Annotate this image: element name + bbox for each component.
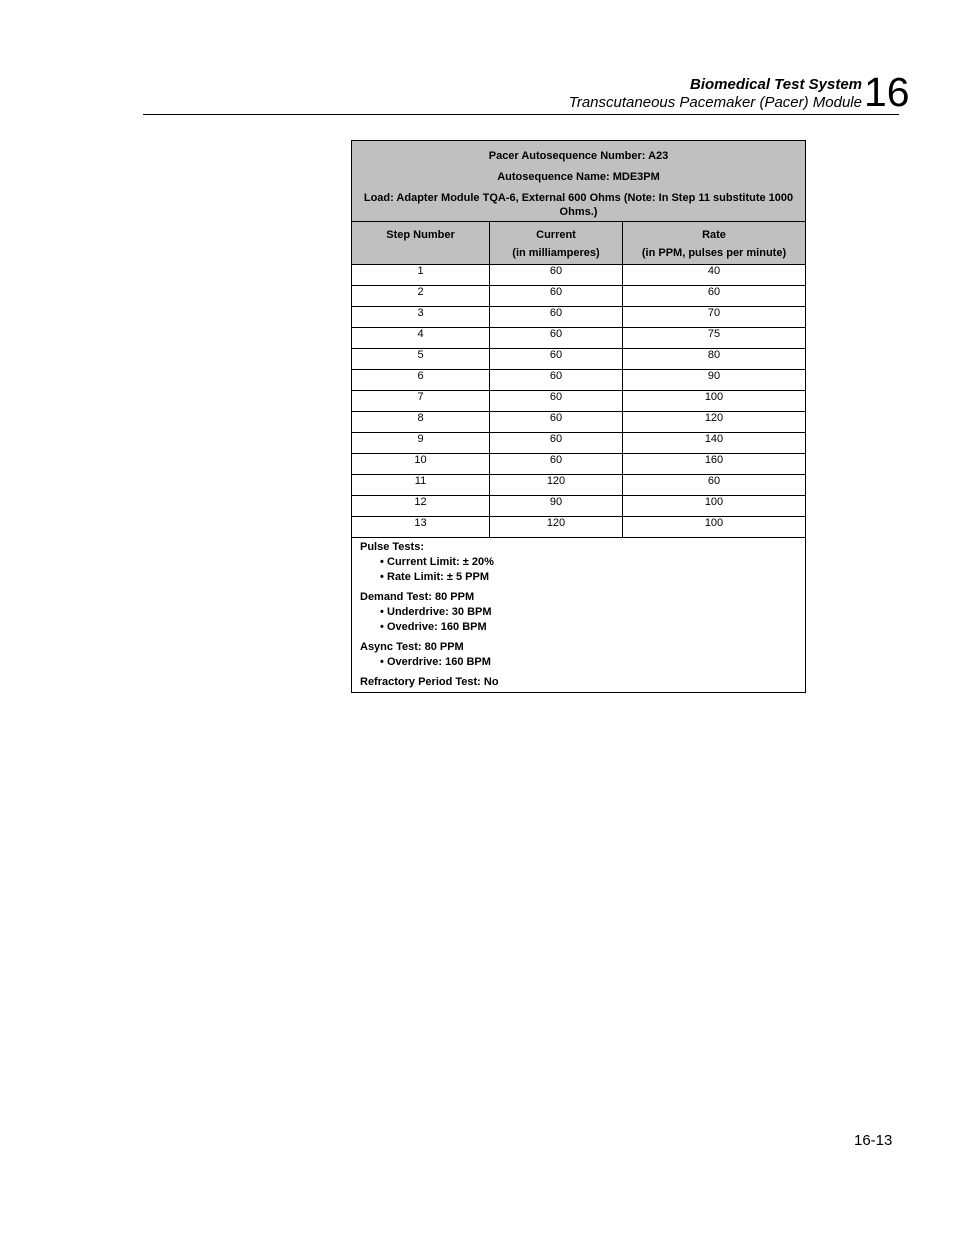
current-cell — [490, 265, 623, 286]
cell-value: 60 — [549, 349, 563, 361]
bullet-item — [360, 620, 797, 635]
page-number: 16-13 — [854, 1132, 893, 1149]
current-cell — [490, 307, 623, 328]
cell-value: 3 — [417, 307, 424, 319]
cell-value: 60 — [549, 370, 563, 382]
cell-value: 60 — [549, 433, 563, 445]
table-row — [352, 517, 806, 538]
table-info-row — [352, 141, 806, 222]
bullet-icon: • — [380, 621, 384, 633]
column-header-unit: (in PPM, pulses per minute) — [641, 247, 787, 259]
cell-value: 60 — [549, 265, 563, 277]
cell-value: 100 — [704, 496, 724, 508]
cell-value: 75 — [707, 328, 721, 340]
step-number-cell — [352, 286, 490, 307]
table-row — [352, 265, 806, 286]
bullet-item — [360, 570, 797, 585]
cell-value: 40 — [707, 265, 721, 277]
cell-value: 120 — [546, 517, 566, 529]
table-row — [352, 496, 806, 517]
table-row — [352, 454, 806, 475]
cell-value: 5 — [417, 349, 424, 361]
cell-value: 120 — [704, 412, 724, 424]
cell-value: 11 — [414, 475, 427, 487]
cell-value: 60 — [549, 328, 563, 340]
table-row — [352, 328, 806, 349]
current-cell — [490, 517, 623, 538]
cell-value: 100 — [704, 391, 724, 403]
async-test-heading: Async Test: 80 PPM — [360, 641, 464, 653]
rate-cell — [623, 286, 806, 307]
column-header-title: Rate — [702, 229, 726, 241]
cell-value: 2 — [417, 286, 424, 298]
step-number-cell — [352, 370, 490, 391]
cell-value: 100 — [704, 517, 724, 529]
step-number-cell — [352, 517, 490, 538]
async-overdrive: Overdrive: 160 BPM — [387, 656, 491, 668]
cell-value: 60 — [707, 475, 721, 487]
pacer-autosequence-table — [351, 140, 806, 693]
current-cell — [490, 454, 623, 475]
cell-value: 140 — [704, 433, 724, 445]
step-number-cell — [352, 433, 490, 454]
cell-value: 7 — [417, 391, 424, 403]
current-cell — [490, 496, 623, 517]
step-number-cell — [352, 496, 490, 517]
column-header-row — [352, 222, 806, 265]
load-description: Load: Adapter Module TQA-6, External 600 Ohms (Note: In Step 11 substitute 1000 Ohms.) — [363, 192, 794, 218]
running-header-title: Biomedical Test System — [689, 76, 862, 93]
rate-cell — [623, 370, 806, 391]
rate-limit: Rate Limit: ± 5 PPM — [387, 571, 489, 583]
current-limit: Current Limit: ± 20% — [387, 556, 494, 568]
cell-value: 60 — [549, 286, 563, 298]
current-cell — [490, 475, 623, 496]
cell-value: 80 — [707, 349, 721, 361]
rate-cell — [623, 328, 806, 349]
underdrive: Underdrive: 30 BPM — [387, 606, 492, 618]
step-rows — [352, 265, 806, 538]
column-header-title: Step Number — [386, 229, 455, 241]
cell-value: 60 — [549, 391, 563, 403]
bullet-item — [360, 655, 797, 670]
step-number-cell — [352, 475, 490, 496]
step-number-cell — [352, 328, 490, 349]
step-number-cell — [352, 412, 490, 433]
column-header-title: Current — [536, 229, 576, 241]
table-row — [352, 475, 806, 496]
step-number-cell — [352, 307, 490, 328]
bullet-item — [360, 555, 797, 570]
cell-value: 60 — [707, 286, 721, 298]
cell-value: 70 — [707, 307, 721, 319]
pulse-tests-heading: Pulse Tests: — [360, 541, 424, 553]
cell-value: 12 — [414, 496, 427, 508]
current-cell — [490, 328, 623, 349]
cell-value: 10 — [414, 454, 427, 466]
table-row — [352, 412, 806, 433]
bullet-icon: • — [380, 571, 384, 583]
step-number-cell — [352, 349, 490, 370]
rate-cell — [623, 349, 806, 370]
rate-cell — [623, 391, 806, 412]
autosequence-number: Pacer Autosequence Number: A23 — [488, 150, 669, 162]
cell-value: 13 — [414, 517, 427, 529]
table-row — [352, 286, 806, 307]
cell-value: 8 — [417, 412, 424, 424]
cell-value: 90 — [549, 496, 563, 508]
cell-value: 6 — [417, 370, 424, 382]
cell-value: 160 — [704, 454, 724, 466]
autosequence-name: Autosequence Name: MDE3PM — [497, 171, 660, 183]
table-info-cell — [352, 141, 806, 222]
bullet-icon: • — [380, 606, 384, 618]
current-cell — [490, 433, 623, 454]
running-header-subtitle: Transcutaneous Pacemaker (Pacer) Module — [568, 94, 862, 111]
rate-cell — [623, 454, 806, 475]
cell-value: 9 — [417, 433, 424, 445]
table-row — [352, 349, 806, 370]
header-rule — [143, 114, 899, 115]
current-cell — [490, 370, 623, 391]
cell-value: 60 — [549, 412, 563, 424]
step-number-cell — [352, 454, 490, 475]
test-notes — [352, 538, 806, 693]
rate-cell — [623, 265, 806, 286]
chapter-number: 16 — [864, 69, 910, 115]
column-header-rate — [623, 222, 806, 265]
bullet-icon: • — [380, 556, 384, 568]
cell-value: 1 — [417, 265, 424, 277]
rate-cell — [623, 412, 806, 433]
rate-cell — [623, 433, 806, 454]
rate-cell — [623, 475, 806, 496]
column-header-step — [352, 222, 490, 265]
rate-cell — [623, 496, 806, 517]
column-header-current — [490, 222, 623, 265]
current-cell — [490, 412, 623, 433]
rate-cell — [623, 517, 806, 538]
refractory-test: Refractory Period Test: No — [360, 676, 499, 688]
bullet-icon: • — [380, 656, 384, 668]
step-number-cell — [352, 265, 490, 286]
column-header-unit: (in milliamperes) — [512, 247, 600, 259]
rate-cell — [623, 307, 806, 328]
current-cell — [490, 349, 623, 370]
table-row — [352, 391, 806, 412]
bullet-item — [360, 605, 797, 620]
cell-value: 4 — [417, 328, 424, 340]
cell-value: 60 — [549, 454, 563, 466]
current-cell — [490, 286, 623, 307]
cell-value: 90 — [707, 370, 721, 382]
cell-value: 60 — [549, 307, 563, 319]
cell-value: 120 — [546, 475, 566, 487]
table-row — [352, 370, 806, 391]
demand-test-heading: Demand Test: 80 PPM — [360, 591, 475, 603]
current-cell — [490, 391, 623, 412]
table-row — [352, 307, 806, 328]
notes-row — [352, 538, 806, 693]
step-number-cell — [352, 391, 490, 412]
table-row — [352, 433, 806, 454]
demand-overdrive: Ovedrive: 160 BPM — [387, 621, 487, 633]
